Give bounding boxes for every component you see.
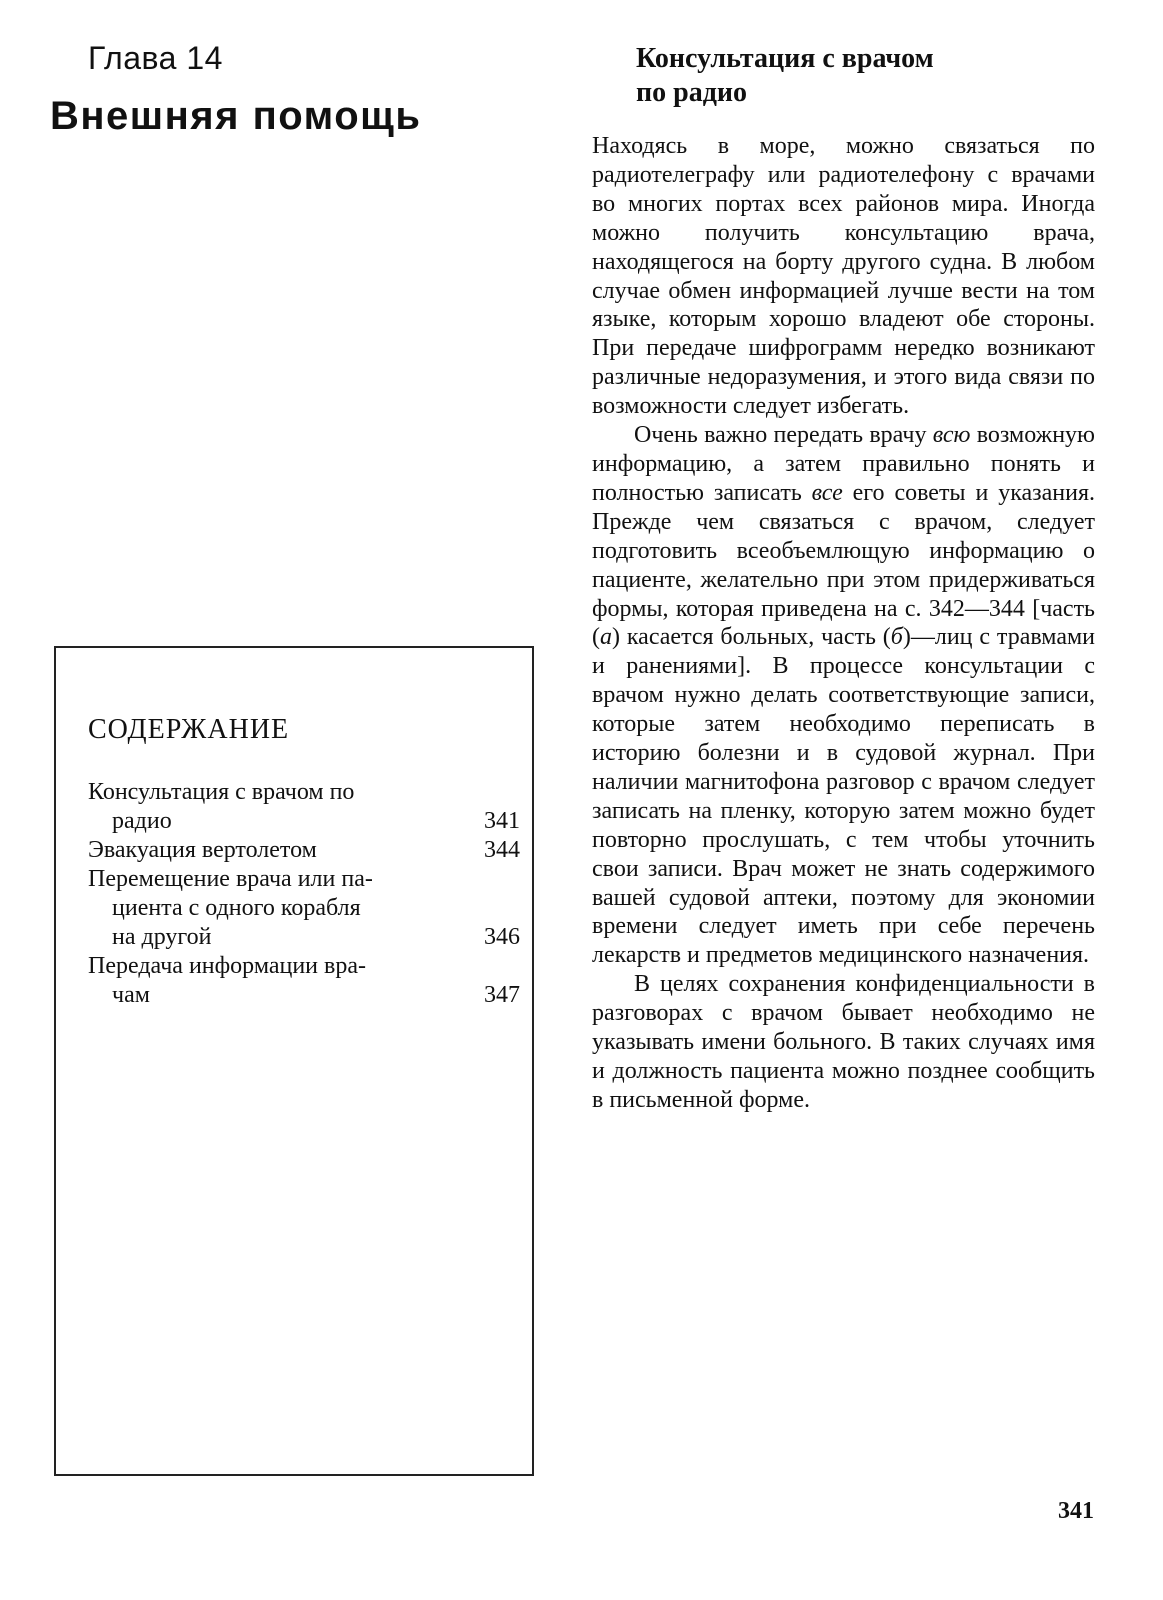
contents-entry-title-line: чам [112,982,150,1008]
contents-entry-title-line: Перемещение врача или па- [88,866,373,892]
contents-entry-page: 347 [484,982,520,1008]
paragraph-2-part-c: его советы и указания. Прежде чем связаться с врачом, следует подготовить всеобъемлющую информацию о пациенте, желательно при этом придерживаться формы, которая приведена на с. 342—344 [часть ( [592,479,1095,651]
contents-entry [88,836,520,865]
paragraph-1: Находясь в море, можно связаться по радиотелеграфу или радиотелефону с врачами во многих портах всех районов мира. Иногда можно получить консультацию врача, находящегося на борту другого судна. В любом случае обмен информацией лучше вести на том языке, которым хорошо владеют обе стороны. При передаче шифрограмм нередко возникают различные недоразумения, и этого вида связи по возможности следует избегать. [592,133,1095,420]
paragraph-2-part-b: возможную информацию, а затем правильно понять и полностью записать [592,422,1095,506]
chapter-title: Внешняя помощь [50,94,422,138]
paragraph-2-part-e: )—лиц с травмами и ранениями]. В процессе консультации с врачом нужно делать соответствующие записи, которые затем необходимо переписать в историю болезни и в судовой журнал. При наличии магнитофона разговор с врачом следует записать на пленку, которую затем можно будет повторно прослушать, с тем чтобы уточнить свои записи. Врач может не знать содержимого вашей судовой аптеки, поэтому для экономии времени следует иметь при себе перечень лекарств и предметов медицинского назначения. [592,624,1095,969]
contents-entry-title-line: радио [112,808,172,834]
contents-entry-title-line: на другой [112,924,212,950]
paragraph-2-emphasis-d: б [890,624,903,651]
paragraph-3: В целях сохранения конфиденциальности в разговорах с врачом бывает необходимо не указывать имени больного. В таких случаях имя и должность пациента можно позднее сообщить в письменной форме. [592,971,1095,1113]
section-title-line-1: Консультация с врачом [636,43,934,74]
page-number: 341 [1058,1498,1094,1524]
contents-entry-page: 344 [484,837,520,863]
contents-entry-title-line: Передача информации вра- [88,953,367,979]
chapter-label: Глава 14 [88,40,223,76]
paragraph-2-emphasis-b: все [811,479,843,506]
contents-box [54,646,534,1476]
contents-entry-title-line: Эвакуация вертолетом [88,837,317,863]
contents-heading: СОДЕРЖАНИЕ [88,714,290,745]
contents-entry-page: 341 [484,808,520,834]
contents-entry [88,865,520,952]
paragraph-2-part-d: ) касается больных, часть ( [612,624,891,651]
contents-entry [88,952,520,1010]
contents-entry-page: 346 [484,924,520,950]
contents-list [88,778,520,1010]
contents-entry-title-line: циента с одного корабля [112,895,361,921]
paragraph-2-part-a: Очень важно передать врачу [634,422,933,449]
section-title-line-2: по радио [636,77,748,108]
paragraph-2-emphasis-c: а [600,624,612,651]
contents-entry [88,778,520,836]
paragraph-2 [592,421,1095,970]
body-text [592,132,1095,1115]
contents-entry-title-line: Консультация с врачом по [88,779,355,805]
section-title [636,42,1116,110]
paragraph-2-emphasis-a: всю [932,422,971,449]
